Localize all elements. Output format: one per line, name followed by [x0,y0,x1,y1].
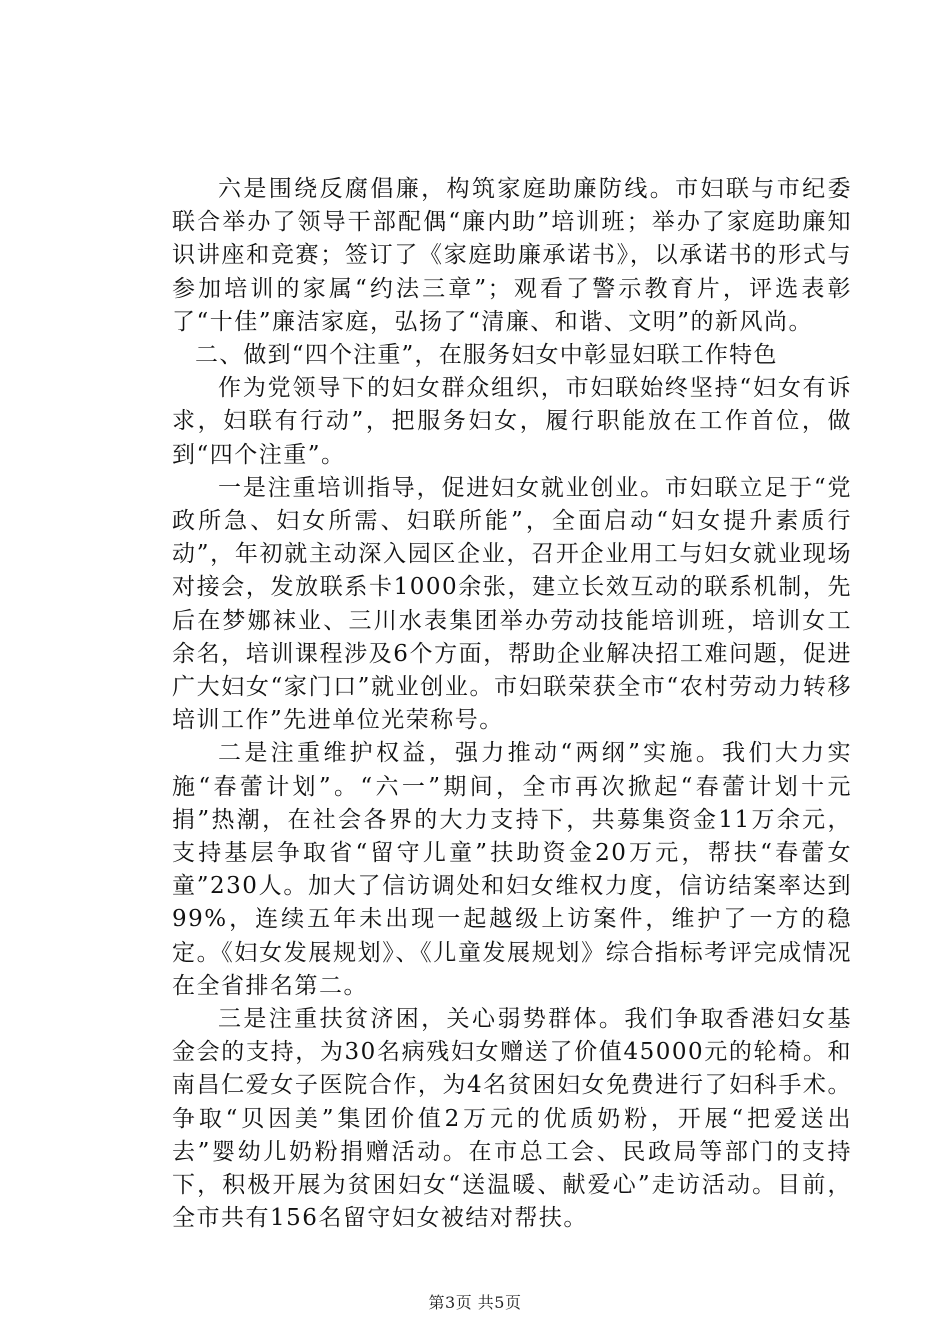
section-heading: 二、做到“四个注重”，在服务妇女中彰显妇联工作特色 [195,342,778,369]
paragraph-training: 一是注重培训指导，促进妇女就业创业。市妇联立足于“党政所急、妇女所需、妇联所能”，全面启动“妇女提升素质行动”，年初就主动深入园区企业，召开企业用工与妇女就业现场对接会，发放联系卡1000余张，建立长效互动的联系机制，先后在梦娜袜业、三川水表集团举办劳动技能培训班，培训女工余名，培训课程涉及6个方面，帮助企业解决招工难问题，促进广大妇女“家门口”就业创业。市妇联荣获全市“农村劳动力转移培训工作”先进单位光荣称号。 [172,474,852,734]
paragraph-poverty-relief: 三是注重扶贫济困，关心弱势群体。我们争取香港妇女基金会的支持，为30名病残妇女赠送了价值45000元的轮椅。和南昌仁爱女子医院合作，为4名贫困妇女免费进行了妇科手术。争取“贝因美”集团价值2万元的优质奶粉，开展“把爱送出去”婴幼儿奶粉捐赠活动。在市总工会、民政局等部门的支持下，积极开展为贫困妇女“送温暖、献爱心”走访活动。目前，全市共有156名留守妇女被结对帮扶。 [172,1006,852,1232]
page-number: 第3页 共5页 [428,1293,522,1312]
paragraph-anti-corruption: 六是围绕反腐倡廉，构筑家庭助廉防线。市妇联与市纪委联合举办了领导干部配偶“廉内助”培训班；举办了家庭助廉知识讲座和竞赛；签订了《家庭助廉承诺书》，以承诺书的形式与参加培训的家属“约法三章”；观看了警示教育片，评选表彰了“十佳”廉洁家庭，弘扬了“清廉、和谐、文明”的新风尚。 [172,176,852,335]
paragraph-intro: 作为党领导下的妇女群众组织，市妇联始终坚持“妇女有诉求，妇联有行动”，把服务妇女，履行职能放在工作首位，做到“四个注重”。 [172,375,852,468]
paragraph-rights: 二是注重维护权益，强力推动“两纲”实施。我们大力实施“春蕾计划”。“六一”期间，全市再次掀起“春蕾计划十元捐”热潮，在社会各界的大力支持下，共募集资金11万余元，支持基层争取省“留守儿童”扶助资金20万元，帮扶“春蕾女童”230人。加大了信访调处和妇女维权力度，信访结案率达到99%，连续五年未出现一起越级上访案件，维护了一方的稳定。《妇女发展规划》、《儿童发展规划》综合指标考评完成情况在全省排名第二。 [172,740,852,999]
document-body [172,173,852,1236]
